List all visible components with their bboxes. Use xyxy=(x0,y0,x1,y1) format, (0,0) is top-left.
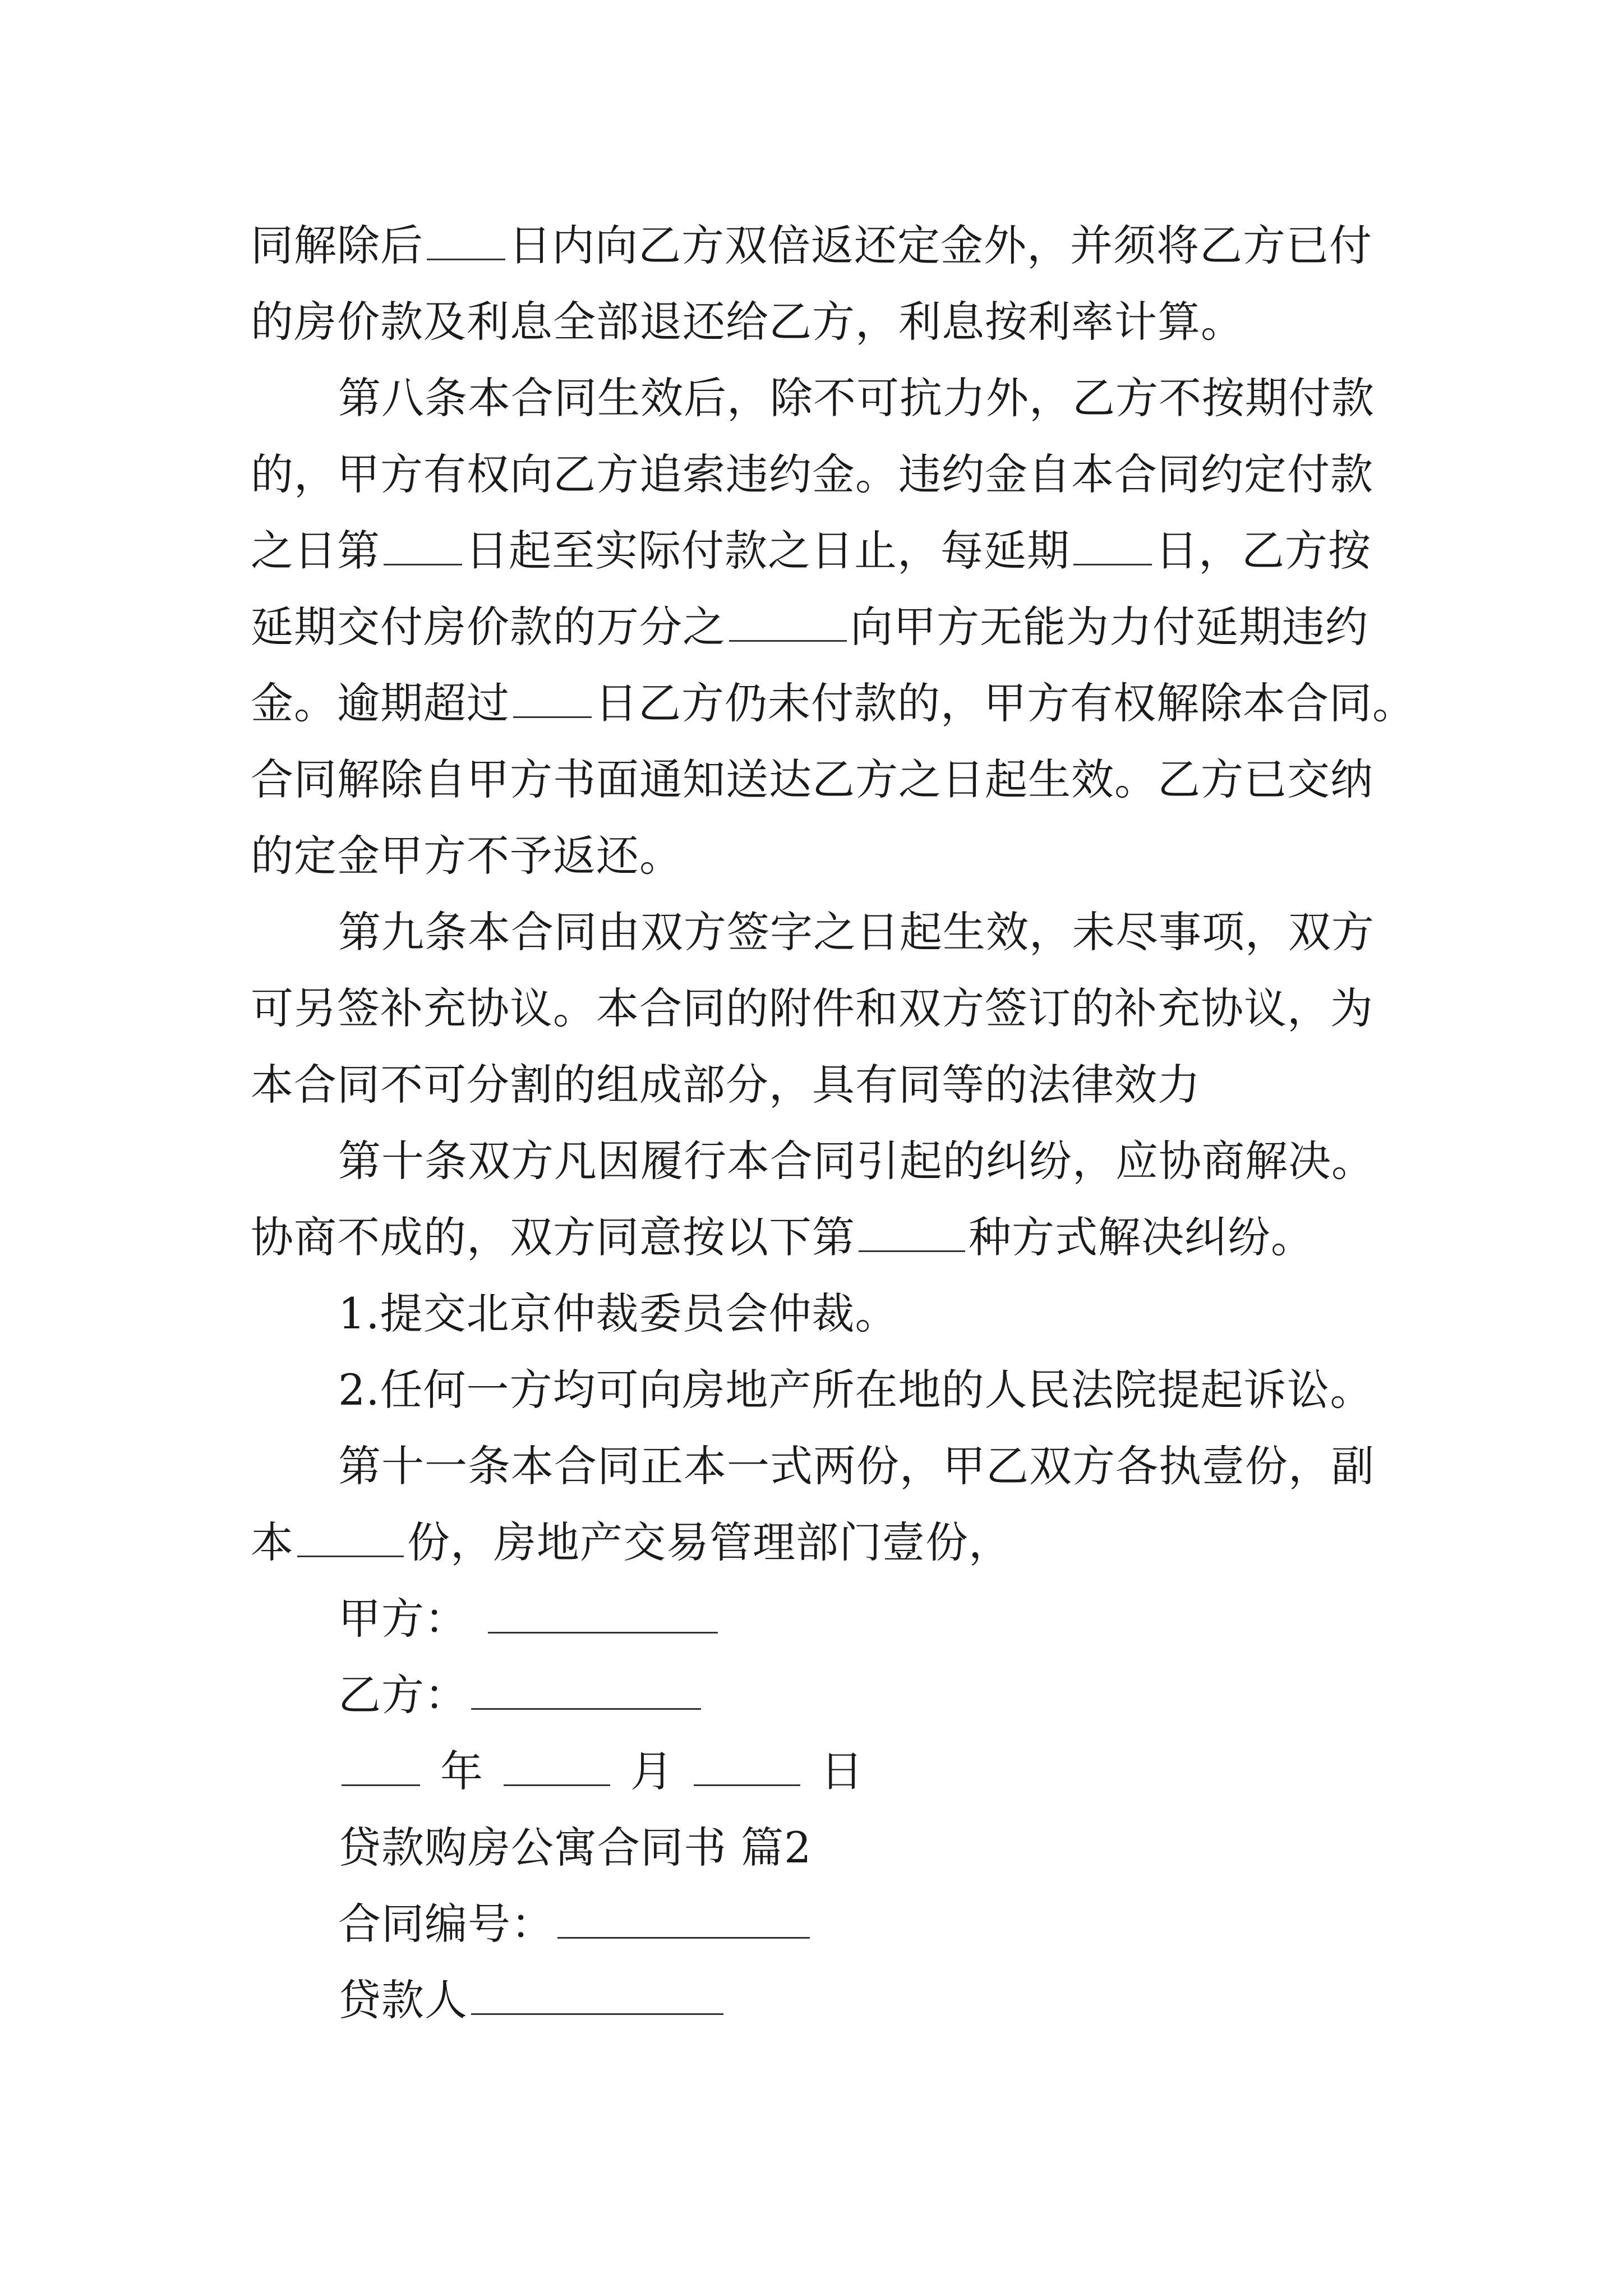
year-blank xyxy=(342,1743,420,1786)
fill-blank xyxy=(513,675,592,718)
contract-number-line xyxy=(338,1895,1471,1953)
fill-blank xyxy=(297,1514,404,1557)
paragraph-line xyxy=(251,522,1384,580)
party-a-blank xyxy=(488,1590,718,1634)
text: 延期交付房价款的万分之 xyxy=(251,602,726,652)
text: 同解除后 xyxy=(251,220,423,270)
year-label: 年 xyxy=(440,1746,483,1796)
contract-number-label: 合同编号： xyxy=(338,1899,554,1949)
paragraph-line: 的定金甲方不予返还。 xyxy=(251,831,683,881)
party-b-blank xyxy=(471,1667,701,1710)
paragraph-line xyxy=(251,1513,1384,1572)
lender-line xyxy=(338,1971,1471,2030)
fill-blank xyxy=(1073,522,1152,565)
text: 日乙方仍未付款的，甲方有权解除本合同。 xyxy=(595,678,1415,728)
paragraph-line xyxy=(251,598,1384,656)
text: 之日第 xyxy=(251,526,380,576)
article-8-heading-line: 第八条本合同生效后，除不可抗力外，乙方不按期付款 xyxy=(338,373,1375,423)
lender-blank xyxy=(471,1972,723,2015)
party-b-signature xyxy=(338,1666,1471,1724)
text: 种方式解决纠纷。 xyxy=(969,1212,1314,1262)
fill-blank xyxy=(427,217,505,260)
text: 金。逾期超过 xyxy=(251,678,510,728)
list-item: 2.任何一方均可向房地产所在地的人民法院提起诉讼。 xyxy=(338,1365,1373,1415)
article-11-heading-line: 第十一条本合同正本一式两份，甲乙双方各执壹份，副 xyxy=(338,1441,1375,1491)
article-10-heading-line: 第十条双方凡因履行本合同引起的纠纷，应协商解决。 xyxy=(338,1136,1375,1186)
fill-blank xyxy=(859,1209,965,1252)
text: 向甲方无能为力付延期违约 xyxy=(850,602,1368,652)
section-title: 贷款购房公寓合同书 篇2 xyxy=(338,1823,812,1872)
article-9-heading-line: 第九条本合同由双方签字之日起生效，未尽事项，双方 xyxy=(338,907,1375,957)
text: 份，房地产交易管理部门壹份， xyxy=(407,1517,1012,1567)
party-b-label: 乙方： xyxy=(338,1670,468,1720)
text: 本 xyxy=(251,1517,294,1567)
lender-label: 贷款人 xyxy=(338,1975,468,2025)
paragraph-line: 的房价款及利息全部退还给乙方，利息按利率计算。 xyxy=(251,297,1244,347)
paragraph-line: 本合同不可分割的组成部分，具有同等的法律效力 xyxy=(251,1060,1201,1110)
paragraph-line: 合同解除自甲方书面通知送达乙方之日起生效。乙方已交纳 xyxy=(251,754,1373,804)
day-blank xyxy=(694,1743,800,1786)
paragraph-line: 可另签补充协议。本合同的附件和双方签订的补充协议，为 xyxy=(251,983,1373,1033)
contract-number-blank xyxy=(557,1895,810,1939)
text: 日起至实际付款之日止，每延期 xyxy=(465,526,1070,576)
day-label: 日 xyxy=(820,1746,864,1796)
month-blank xyxy=(504,1743,610,1786)
paragraph-line xyxy=(251,217,1384,275)
month-label: 月 xyxy=(630,1746,674,1796)
fill-blank xyxy=(384,522,462,565)
paragraph-line xyxy=(251,1208,1384,1267)
text: 协商不成的，双方同意按以下第 xyxy=(251,1212,855,1262)
party-a-signature xyxy=(338,1590,1471,1648)
fill-blank xyxy=(729,599,847,642)
paragraph-line: 的，甲方有权向乙方追索违约金。违约金自本合同约定付款 xyxy=(251,449,1373,499)
text: 日内向乙方双倍返还定金外，并须将乙方已付 xyxy=(509,220,1372,270)
paragraph-line xyxy=(251,674,1415,733)
date-line xyxy=(338,1742,1471,1801)
party-a-label: 甲方： xyxy=(338,1594,468,1644)
text: 日，乙方按 xyxy=(1155,526,1371,576)
list-item: 1.提交北京仲裁委员会仲裁。 xyxy=(338,1289,898,1338)
